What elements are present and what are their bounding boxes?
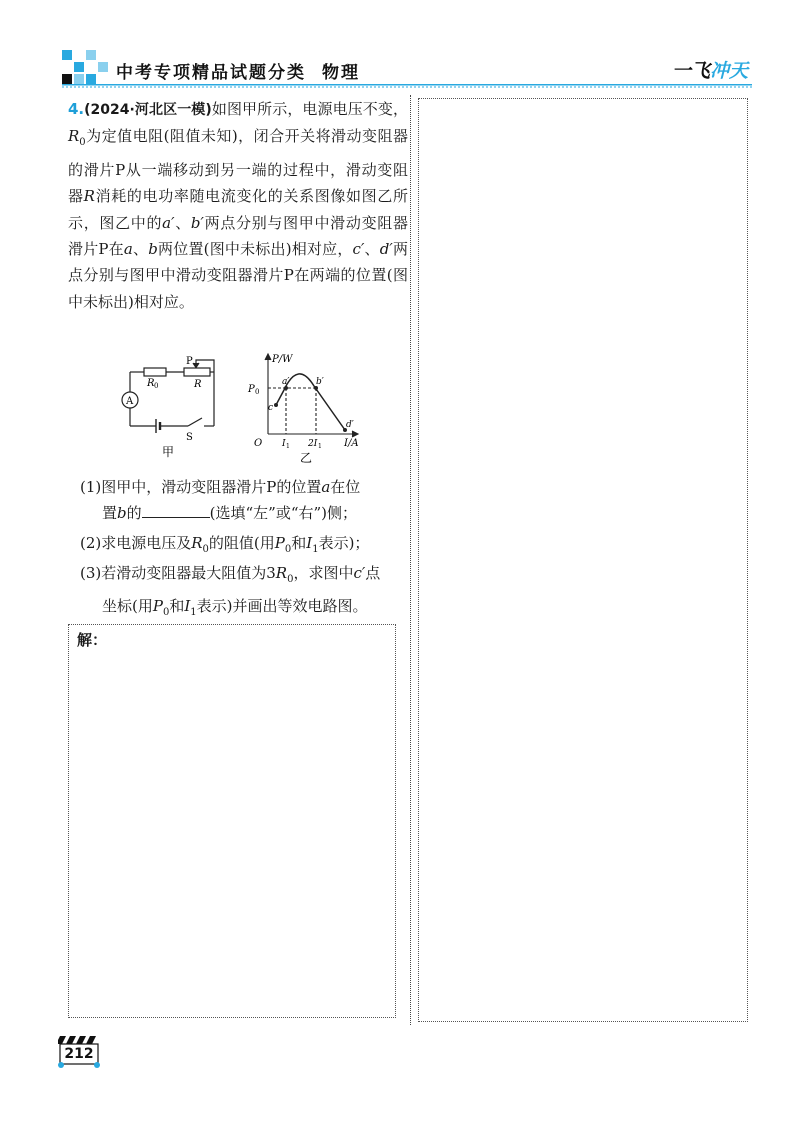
symbol-r0-sub: 0: [287, 574, 294, 585]
symbol-r0-sub: 0: [202, 544, 209, 555]
brand-suffix: 冲天: [709, 60, 748, 82]
label-p: P: [186, 356, 193, 367]
label-c: c: [268, 403, 274, 413]
symbol-r: R: [83, 187, 95, 206]
symbol-p0-sub: 0: [284, 544, 292, 555]
sub-q-text: 置: [102, 504, 118, 523]
brand-logo: [672, 56, 748, 83]
separator: 、: [174, 213, 191, 232]
page-header: [0, 0, 800, 92]
label-b-prime: b′: [316, 377, 324, 387]
sub-q-text: 坐标(用: [102, 597, 153, 616]
symbol-p0: P: [274, 534, 285, 552]
resistor-r: [184, 368, 210, 376]
label-switch: S: [186, 432, 193, 443]
sub-q-text: ，求图中: [293, 564, 354, 582]
question-source: (2024·河北区一模): [84, 102, 212, 118]
answer-blank[interactable]: [142, 503, 210, 518]
question-number: 4.: [68, 100, 85, 118]
symbol-b: b: [117, 504, 127, 523]
symbol-r0: R: [191, 534, 203, 552]
sub-q-text: 点: [365, 564, 381, 582]
header-rule: [62, 84, 752, 88]
symbol-d-prime: d′: [379, 240, 393, 259]
sub-q-text: (选填“左”或“右”)侧；: [209, 504, 358, 523]
symbol-a: a: [321, 478, 331, 496]
tick-i1-sub: 1: [286, 443, 290, 450]
separator: 、: [364, 240, 380, 259]
tick-2i1: 2I: [308, 439, 318, 449]
sub-q-text: 的阻值(用: [208, 534, 275, 552]
question-text: 两点分别与图甲中滑动变阻器滑片P在: [68, 213, 408, 259]
graph-svg: [244, 350, 370, 468]
label-ammeter: A: [126, 396, 134, 407]
book-subject: 物理: [322, 63, 360, 83]
label-r0-sub: 0: [154, 382, 159, 390]
symbol-b: b: [148, 240, 158, 259]
answer-box-left[interactable]: [68, 624, 396, 1018]
sub-q-text: 的: [126, 504, 142, 523]
circuit-diagram: [116, 352, 228, 464]
symbol-i1: I: [184, 597, 191, 616]
symbol-b-prime: b′: [190, 213, 204, 232]
sub-q-text: 和: [169, 597, 185, 616]
point-c: [274, 403, 278, 407]
figure-caption-jia: 甲: [162, 445, 175, 459]
sub-q-text: 表示)；: [318, 534, 370, 552]
question-text: 两点分别与图甲中滑动变阻器滑片P在两端的位置(图中未标出)相对应。: [68, 240, 408, 311]
sub-question-3: [80, 560, 402, 627]
sub-q-text: 和: [291, 534, 307, 552]
symbol-i1-sub: 1: [312, 544, 319, 555]
sub-question-1: [80, 474, 402, 527]
question-text: 两位置(图中未标出)相对应，: [157, 240, 353, 259]
tick-2i1-sub: 1: [318, 443, 322, 450]
symbol-r0-sub: 0: [79, 137, 86, 149]
symbol-r0: R: [68, 127, 80, 146]
figure-caption-yi: 乙: [300, 451, 313, 465]
logo-blocks-icon: [62, 50, 110, 84]
question-text: 为定值电阻(阻值未知)，闭合开关将滑动变阻器的滑片P从一端移动到另一端的过程中，滑动变阻器: [68, 127, 408, 206]
sub-q-text: (2)求电源电压及: [80, 534, 192, 552]
symbol-i1-sub: 1: [190, 607, 197, 619]
circuit-svg: [116, 352, 228, 464]
power-current-graph: [244, 350, 370, 468]
p0-sub: 0: [255, 388, 260, 396]
origin-label: O: [254, 438, 263, 449]
page-number: 212: [64, 1046, 94, 1062]
answer-box-right[interactable]: [418, 98, 748, 1022]
symbol-c-prime: c′: [352, 240, 365, 259]
p0-label: P: [248, 384, 255, 395]
sub-q-text: (1)图甲中，滑动变阻器滑片P的位置: [80, 478, 322, 496]
label-r: R: [194, 379, 202, 390]
answer-label: 解：: [77, 631, 108, 649]
symbol-r0: R: [275, 564, 288, 582]
symbol-c-prime: c′: [353, 564, 366, 582]
label-r0: R: [147, 378, 155, 389]
book-title: 中考专项精品试题分类: [116, 63, 306, 83]
symbol-a: a: [123, 240, 133, 259]
sub-q-text: 在位: [330, 478, 361, 496]
symbol-p0-sub: 0: [162, 607, 170, 619]
x-axis-label: I/A: [344, 438, 359, 449]
label-a-prime: a′: [282, 377, 290, 387]
tick-i1: I: [282, 439, 286, 449]
symbol-p0: P: [152, 597, 163, 616]
y-axis-label: P/W: [272, 354, 293, 365]
symbol-i1: I: [306, 534, 313, 552]
brand-prefix: 一飞: [671, 60, 710, 82]
resistor-r0: [144, 368, 166, 376]
sub-q-text: 表示)并画出等效电路图。: [196, 597, 368, 616]
question-stem: [68, 96, 408, 315]
question-text: 消耗的电功率随电流变化的关系图像如图乙所示，图乙中的: [68, 187, 408, 232]
symbol-a-prime: a′: [162, 213, 175, 232]
sub-q-text: (3)若滑动变阻器最大阻值为3: [80, 564, 276, 582]
label-d-prime: d′: [346, 420, 354, 430]
separator: 、: [132, 240, 149, 259]
column-divider: [410, 95, 411, 1025]
sub-question-2: [80, 530, 402, 563]
question-text: 如图甲所示，电源电压不变，: [211, 100, 408, 118]
